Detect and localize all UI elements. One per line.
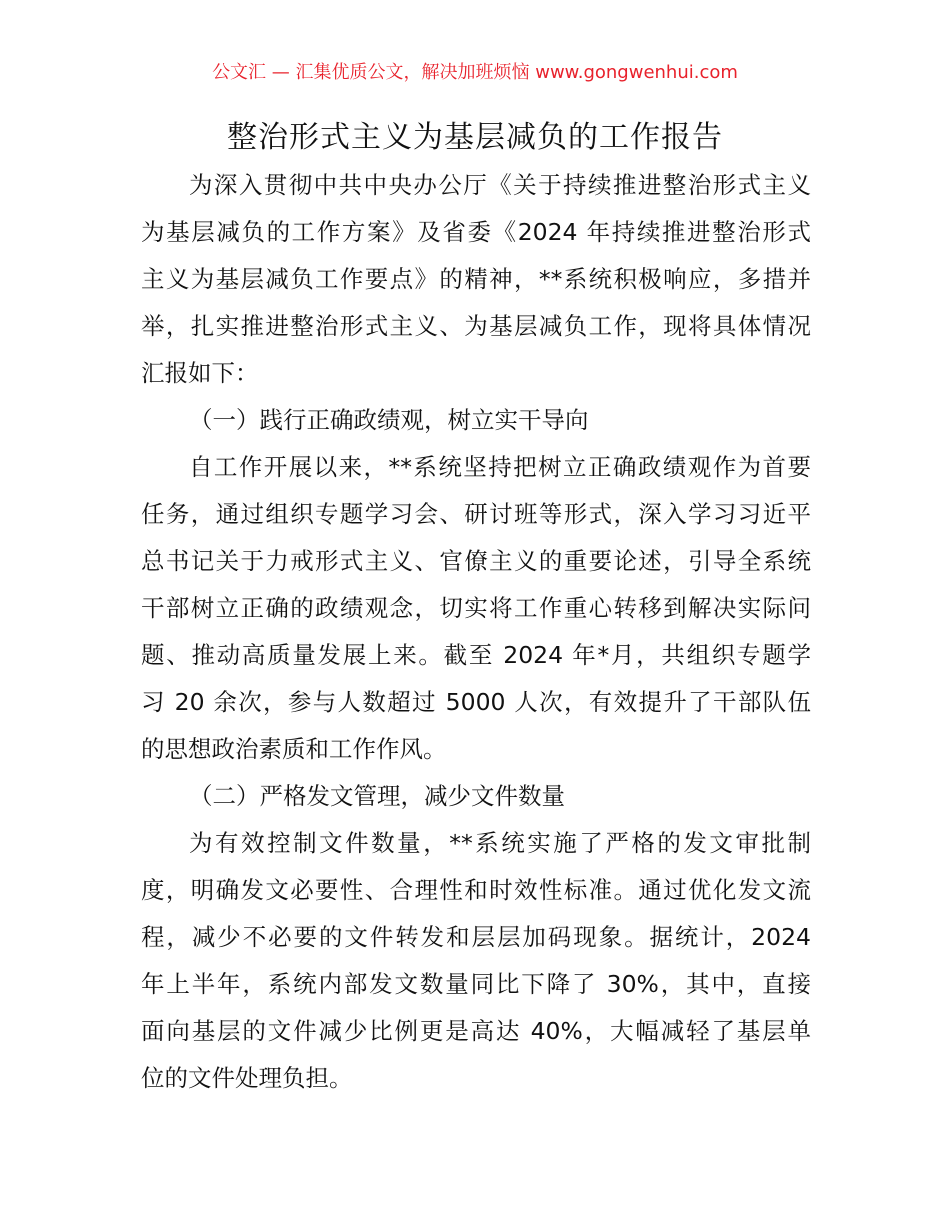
text-line: （二）严格发文管理，减少文件数量: [189, 782, 565, 810]
site-banner-link[interactable]: 公文汇 — 汇集优质公文，解决加班烦恼 www.gongwenhui.com: [212, 62, 738, 83]
text-line: 题、推动高质量发展上来。截至 2024 年*月，共组织专题学: [141, 641, 811, 669]
paragraph: [141, 444, 811, 773]
text-line: 汇报如下：: [141, 359, 259, 387]
text-line: 任务，通过组织专题学习会、研讨班等形式，深入学习习近平: [141, 500, 811, 528]
section-heading: [141, 773, 811, 820]
text-line: 面向基层的文件减少比例更是高达 40%，大幅减轻了基层单: [141, 1017, 811, 1045]
text-line: 为有效控制文件数量，**系统实施了严格的发文审批制: [189, 829, 811, 857]
document-body: [141, 162, 811, 1102]
paragraph: [141, 162, 811, 397]
text-line: 为深入贯彻中共中央办公厅《关于持续推进整治形式主义: [189, 171, 811, 199]
text-line: 位的文件处理负担。: [141, 1064, 353, 1092]
text-line: 习 20 余次，参与人数超过 5000 人次，有效提升了干部队伍: [141, 688, 811, 716]
text-line: 年上半年，系统内部发文数量同比下降了 30%，其中，直接: [141, 970, 811, 998]
text-line: 的思想政治素质和工作作风。: [141, 735, 447, 763]
text-line: 主义为基层减负工作要点》的精神，**系统积极响应，多措并: [141, 265, 811, 293]
text-line: （一）践行正确政绩观，树立实干导向: [189, 406, 589, 434]
text-line: 干部树立正确的政绩观念，切实将工作重心转移到解决实际问: [141, 594, 811, 622]
text-line: 总书记关于力戒形式主义、官僚主义的重要论述，引导全系统: [141, 547, 811, 575]
text-line: 举，扎实推进整治形式主义、为基层减负工作，现将具体情况: [141, 312, 811, 340]
text-line: 度，明确发文必要性、合理性和时效性标准。通过优化发文流: [141, 876, 811, 904]
paragraph: [141, 820, 811, 1102]
text-line: 为基层减负的工作方案》及省委《2024 年持续推进整治形式: [141, 218, 811, 246]
text-line: 自工作开展以来，**系统坚持把树立正确政绩观作为首要: [189, 453, 811, 481]
document-title: 整治形式主义为基层减负的工作报告: [227, 120, 723, 155]
text-line: 程，减少不必要的文件转发和层层加码现象。据统计，2024: [141, 923, 811, 951]
section-heading: [141, 397, 811, 444]
